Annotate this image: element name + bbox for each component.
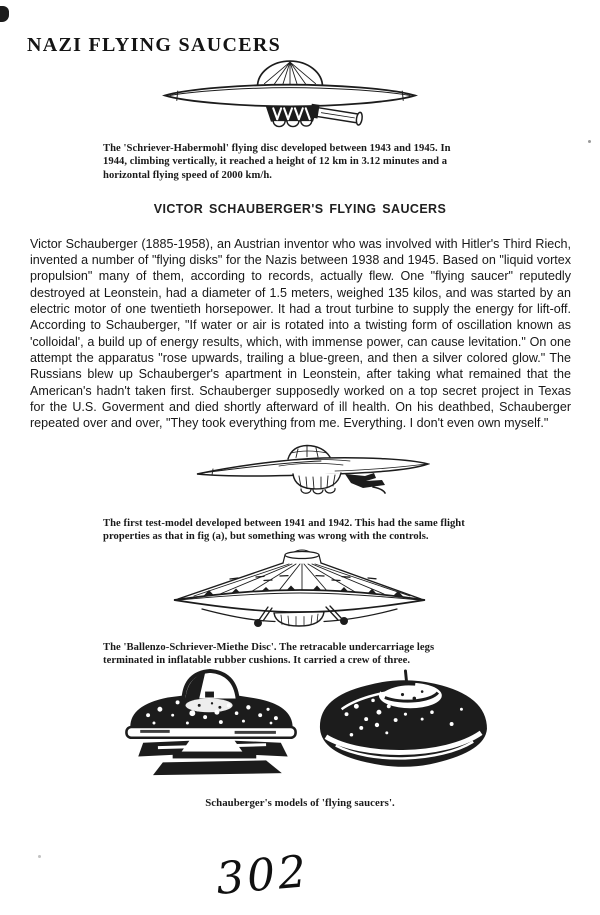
body-paragraph: Victor Schauberger (1885-1958), an Austrian inventor who was involved with Hitler's Third Riech, invented a number of "flying disks" for the Nazis between 1938 and 1945. Based on "liquid vortex propulsion" many of them, according to records, actually flew. One "flying saucer" reputedly destroyed at Leonstein, had a diameter of 1.5 meters, weighed 135 kilos, and was started by an electric motor of one twentieth horsepower. It had a trout turbine to supply the energy for lift-off. According to Schauberger, "If water or air is rotated into a twisting form of oscillation known as 'colloidal', a build up of energy results, which, with immense power, can cause levitation." On one attempt the apparatus "rose upwards, trailing a blue-green, and then a silver colored glow." The Russians blew up Schauberger's apartment in Leonstein, after taking what remained that the American's hadn't taken first. Schauberger supposedly worked on a top secret project in Texas for the U.S. Goverment and died shortly afterward of ill health. On his deathbed, Schauberger repeated over and over, "They took everything from me. Everything. I don't even own myself." bbox=[30, 236, 571, 431]
scan-artifact-corner bbox=[0, 6, 9, 22]
first-test-model-drawing bbox=[195, 443, 430, 501]
schauberger-model-photo-right bbox=[312, 668, 494, 778]
handwritten-page-number: 302 bbox=[213, 846, 312, 905]
figure-caption-ballenzo-schriever-miethe: The 'Ballenzo-Schriever-Miethe Disc'. The retracable undercarriage legs terminated in inflatable rubber cushions. It carried a crew of three. bbox=[103, 641, 435, 667]
page-title: NAZI FLYING SAUCERS bbox=[27, 34, 282, 57]
figure-caption-schriever-habermohl: The 'Schriever-Habermohl' flying disc developed between 1943 and 1945. In 1944, climbing vertically, it reached a height of 12 km in 3.12 minutes and a horizontal flying speed of 2000 km/h. bbox=[103, 142, 451, 181]
schauberger-model-photo-left bbox=[118, 666, 306, 784]
figure-caption-schauberger-models: Schauberger's models of 'flying saucers'. bbox=[205, 796, 395, 809]
schriever-habermohl-disc-drawing bbox=[162, 58, 418, 135]
section-heading: VICTOR SCHAUBERGER'S FLYING SAUCERS bbox=[153, 202, 447, 217]
ballenzo-schriever-miethe-disc-drawing bbox=[172, 549, 427, 629]
scan-artifact-speck bbox=[588, 140, 591, 143]
figure-caption-first-test-model: The first test-model developed between 1941 and 1942. This had the same flight properties as that in fig (a), but something was wrong with the controls. bbox=[103, 517, 465, 543]
scan-artifact-speck bbox=[38, 855, 41, 858]
